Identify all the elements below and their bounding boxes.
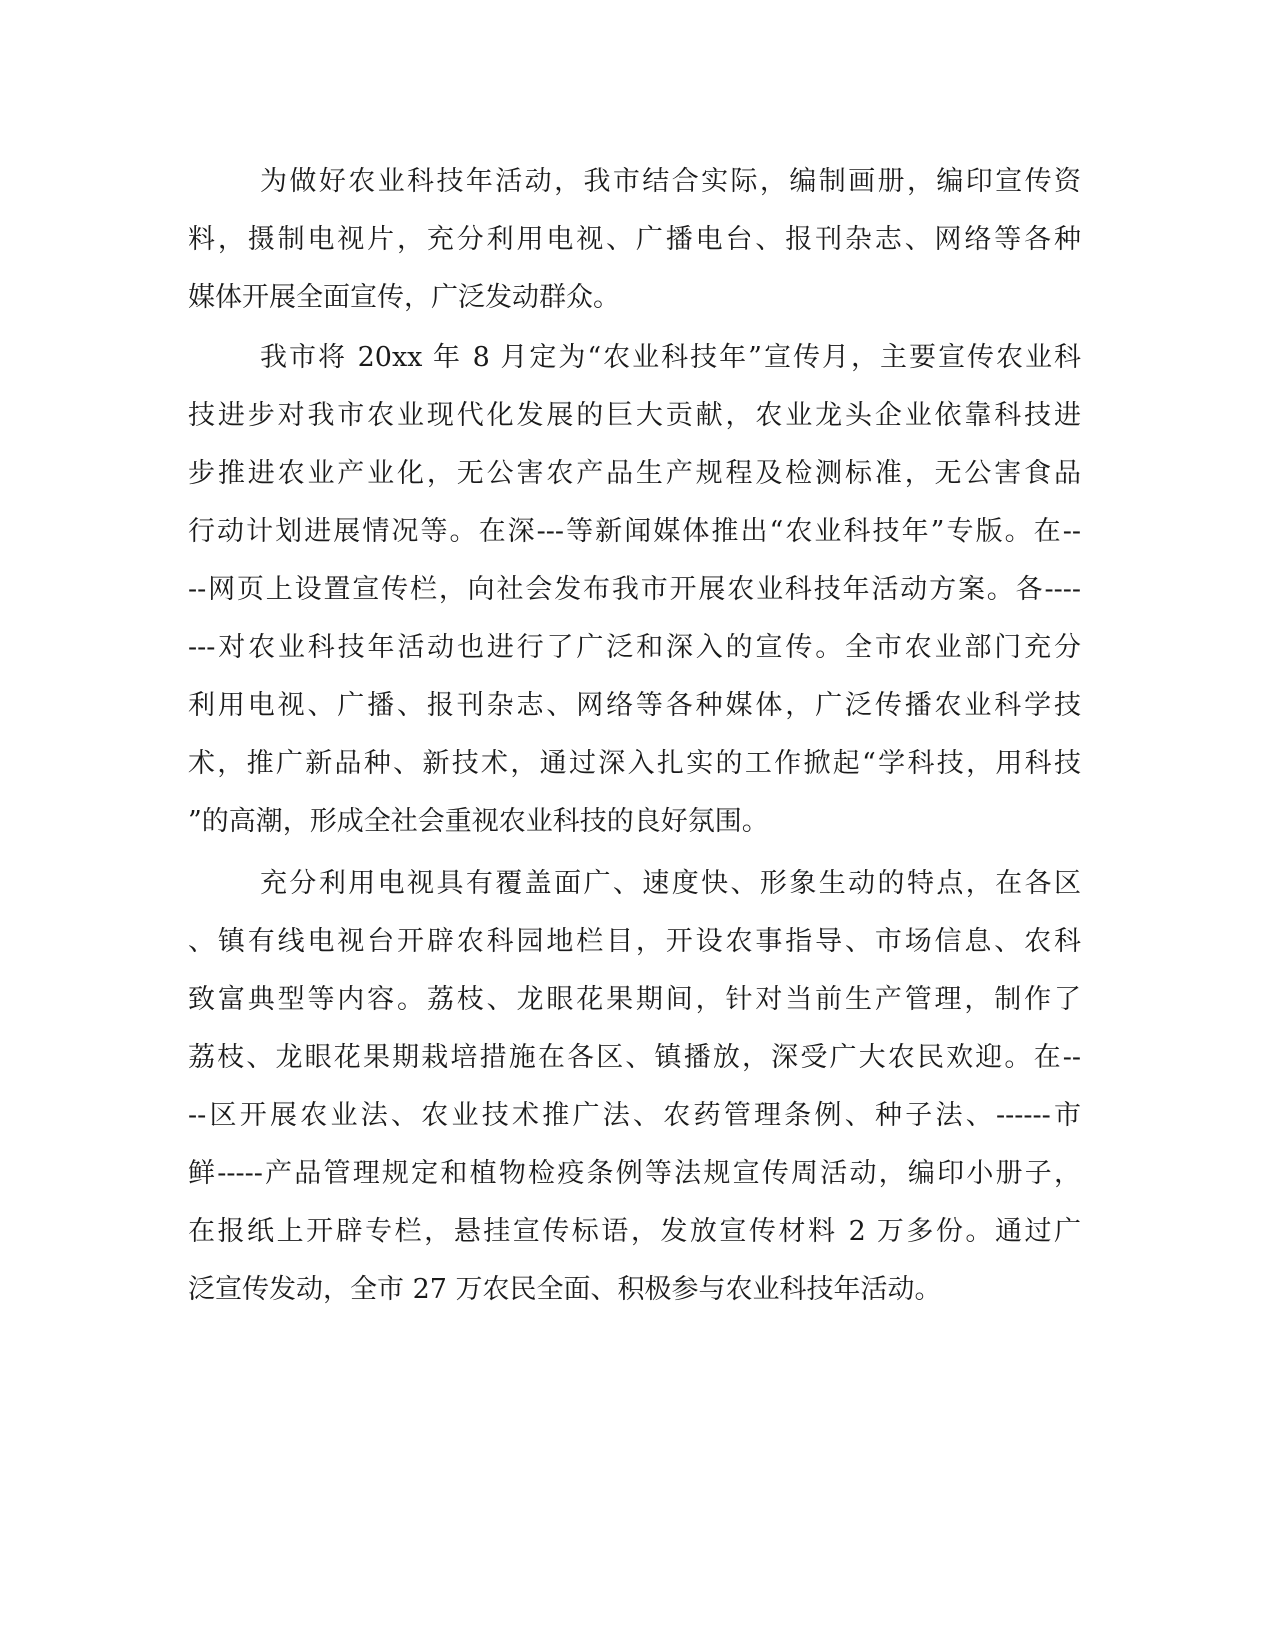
paragraph-1-line-2: 料，摄制电视片，充分利用电视、广播电台、报刊杂志、网络等各种: [188, 224, 1081, 255]
paragraph-1-line-3: 媒体开展全面宣传，广泛发动群众。: [188, 282, 620, 313]
paragraph-2-line-4: 行动计划进展情况等。在深---等新闻媒体推出“农业科技年”专版。在--: [188, 516, 1081, 547]
paragraph-3-line-3: 致富典型等内容。荔枝、龙眼花果期间，针对当前生产管理，制作了: [188, 984, 1081, 1015]
paragraph-2-line-1: 我市将 20xx 年 8 月定为“农业科技年”宣传月，主要宣传农业科: [260, 342, 1081, 373]
paragraph-2-line-3: 步推进农业产业化，无公害农产品生产规程及检测标准，无公害食品: [188, 458, 1081, 489]
paragraph-3-line-5: --区开展农业法、农业技术推广法、农药管理条例、种子法、------市: [188, 1100, 1081, 1131]
paragraph-2-line-9: ”的高潮，形成全社会重视农业科技的良好氛围。: [188, 806, 769, 837]
paragraph-2-line-5: --网页上设置宣传栏，向社会发布我市开展农业科技年活动方案。各----: [188, 574, 1081, 605]
paragraph-3-line-6: 鲜-----产品管理规定和植物检疫条例等法规宣传周活动，编印小册子，: [188, 1158, 1081, 1189]
paragraph-2-line-7: 利用电视、广播、报刊杂志、网络等各种媒体，广泛传播农业科学技: [188, 690, 1081, 721]
paragraph-2-line-2: 技进步对我市农业现代化发展的巨大贡献，农业龙头企业依靠科技进: [188, 400, 1081, 431]
paragraph-3-line-2: 、镇有线电视台开辟农科园地栏目，开设农事指导、市场信息、农科: [188, 926, 1081, 957]
paragraph-3-line-4: 荔枝、龙眼花果期栽培措施在各区、镇播放，深受广大农民欢迎。在--: [188, 1042, 1081, 1073]
paragraph-3-line-8: 泛宣传发动，全市 27 万农民全面、积极参与农业科技年活动。: [188, 1274, 942, 1305]
paragraph-2-line-8: 术，推广新品种、新技术，通过深入扎实的工作掀起“学科技，用科技: [188, 748, 1081, 779]
paragraph-2-line-6: ---对农业科技年活动也进行了广泛和深入的宣传。全市农业部门充分: [188, 632, 1081, 663]
paragraph-1-line-1: 为做好农业科技年活动，我市结合实际，编制画册，编印宣传资: [260, 166, 1081, 197]
paragraph-3-line-1: 充分利用电视具有覆盖面广、速度快、形象生动的特点，在各区: [260, 868, 1081, 899]
paragraph-3-line-7: 在报纸上开辟专栏，悬挂宣传标语，发放宣传材料 2 万多份。通过广: [188, 1216, 1081, 1247]
